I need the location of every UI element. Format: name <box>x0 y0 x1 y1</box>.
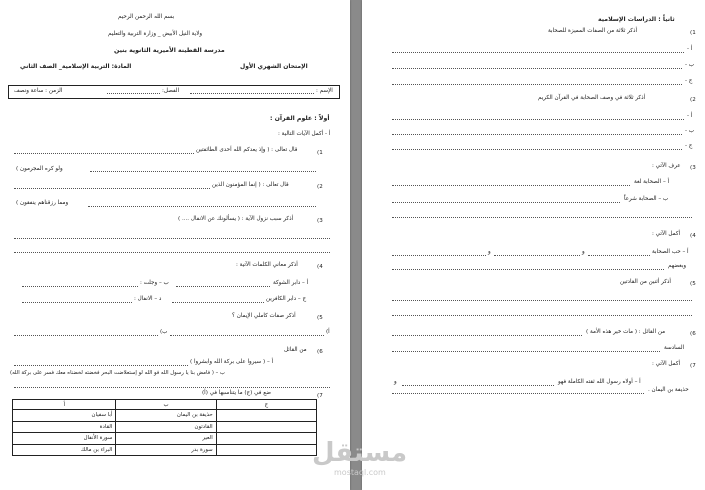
r2-b-field[interactable] <box>392 134 682 135</box>
section-title-islamic: ثانياً : الدراسات الإسلامية <box>598 16 675 23</box>
watermark-url: mostaql.com <box>334 468 386 477</box>
q1-answer-line-2[interactable] <box>90 171 316 172</box>
cell-a: القادة <box>13 421 116 433</box>
cell-a: أبا سفيان <box>13 410 116 422</box>
q7-number: 7) <box>317 393 323 399</box>
q3-answer-line[interactable] <box>14 238 330 239</box>
exam-page-left <box>0 0 350 490</box>
r4-end-field[interactable] <box>392 269 664 270</box>
q5-b-field[interactable] <box>14 335 158 336</box>
q5-number: 5) <box>317 315 323 321</box>
class-label: الفصل: <box>162 88 180 94</box>
r7-text: أكمل الآتي : <box>652 361 681 367</box>
cell-c[interactable] <box>216 410 316 422</box>
r7-and: و <box>394 379 397 385</box>
r7-end-field[interactable] <box>392 393 644 394</box>
r2-text: أذكر ثلاثة في وصف الصحابة في القرآن الكريم <box>538 95 646 101</box>
table-header-row <box>13 400 317 410</box>
q3-text: أذكر سبب نزول الآية : ( يسألونك عن الانفال .... ) <box>178 216 294 222</box>
r2-number: 2) <box>690 97 696 103</box>
r2-a-field[interactable] <box>392 119 684 120</box>
r4-end: وبغضهم <box>668 263 687 269</box>
r5-field-2[interactable] <box>392 315 692 316</box>
q2-text: قال تعالى : ( إنما المؤمنون الذين <box>212 182 289 188</box>
q5-a-field[interactable] <box>170 335 324 336</box>
q4-a: أ – دابر الشوكة <box>273 280 309 286</box>
q4-b: ب – وجلت : <box>140 280 169 286</box>
q1-end: ولو كره المجرمون ) <box>16 166 63 172</box>
matching-table <box>12 399 317 456</box>
cell-c[interactable] <box>216 421 316 433</box>
r4-a-field-3[interactable] <box>392 255 486 256</box>
q2-answer-line[interactable] <box>14 188 210 189</box>
r4-number: 4) <box>690 233 696 239</box>
r7-a: أ – أولاه رسول الله ثقته الكاملة فهو <box>558 379 641 385</box>
name-field[interactable] <box>190 93 314 94</box>
r4-text: أكمل الآتي : <box>652 231 681 237</box>
q4-number: 4) <box>317 264 323 270</box>
r2-c-label: ج - <box>685 143 693 149</box>
r3-text: عرف الآتي : <box>652 163 681 169</box>
r1-c-label: ج - <box>685 78 693 84</box>
cell-c[interactable] <box>216 433 316 445</box>
r3-b: ب – الصحابة شرعاً <box>624 196 669 202</box>
r3-a: أ – الصحابة لغة <box>634 179 670 185</box>
r2-c-field[interactable] <box>392 149 682 150</box>
q5-text: أذكر صفات كاملي الإيمان ؟ <box>232 313 296 319</box>
basmala: بسم الله الرحمن الرحيم <box>118 14 175 20</box>
r2-a-label: أ - <box>687 113 693 119</box>
q5-b-label: ب) <box>160 329 168 335</box>
r6-end-field[interactable] <box>392 351 660 352</box>
r6-end: السادسة <box>664 345 685 351</box>
r1-c-field[interactable] <box>392 84 682 85</box>
q6-b: ب – ( فامض بنا يا رسول الله فو الله لو إستعلاضت البحر فخضته لخضناه معك فسر على بركة الله) <box>10 370 225 376</box>
q1-answer-line[interactable] <box>14 153 194 154</box>
q4-b-field[interactable] <box>22 286 138 287</box>
r1-text: أذكر ثلاثة من الصفات المميزة للصحابة <box>548 28 638 34</box>
q1-text: قال تعالى : ( وإذ يعدكم الله أحدى الطائفتين <box>196 147 298 153</box>
q4-d: د – الانفال : <box>134 296 162 302</box>
cell-b: حذيفة بن اليمان <box>116 410 216 422</box>
time-label: الزمن : ساعة ونصف <box>14 88 63 94</box>
q1-number: 1) <box>317 150 323 156</box>
q6-a: أ – ( سيروا على بركة الله وابشروا ) <box>190 359 274 365</box>
exam-title: الإمتحان الشهري الأول <box>240 63 308 70</box>
cell-a: سورة الأنفال <box>13 433 116 445</box>
q7-text: ضع في (ج) ما يتناسبها في (أ) <box>202 390 271 396</box>
q2-answer-line-2[interactable] <box>88 206 316 207</box>
q6-text: من القائل <box>284 347 307 353</box>
r1-b-field[interactable] <box>392 68 682 69</box>
r4-and-1: و <box>582 249 585 255</box>
class-field[interactable] <box>107 93 160 94</box>
r4-a-field-1[interactable] <box>588 255 650 256</box>
q4-text: أذكر معاني الكلمات الآتية : <box>236 262 298 268</box>
r1-number: 1) <box>690 30 696 36</box>
q5-a-label: أ) <box>326 329 330 335</box>
r6-field[interactable] <box>392 335 582 336</box>
cell-b: القادتون <box>116 421 216 433</box>
ministry-line: ولاية النيل الأبيض _ وزارة التربية والتعليم <box>108 31 203 37</box>
r5-text: أذكر أثنين من القادتين <box>620 279 671 285</box>
section-title-quran: أولاً : علوم القرآن : <box>270 115 330 122</box>
r1-a-label: أ - <box>687 46 693 52</box>
q6-number: 6) <box>317 349 323 355</box>
q4-c: ج – دابر الكافرين <box>266 296 307 302</box>
cell-a: البراء بن مالك <box>13 444 116 456</box>
table-row <box>13 410 317 422</box>
cell-b: سورة بدر <box>116 444 216 456</box>
r1-b-label: ب - <box>685 62 695 68</box>
r5-field-1[interactable] <box>392 300 692 301</box>
r3-a-field[interactable] <box>392 185 630 186</box>
q4-d-field[interactable] <box>22 302 132 303</box>
r6-number: 6) <box>690 331 696 337</box>
table-row <box>13 433 317 445</box>
school-name: مدرسة القطينة الأميرية الثانوية بنين <box>114 47 225 54</box>
exam-page-right <box>362 0 705 490</box>
q-intro: أ - أكمل الآيات التالية : <box>278 131 331 137</box>
cell-c[interactable] <box>216 444 316 456</box>
col-header-a: أ <box>13 400 116 410</box>
subject-label: المادة: التربية الإسلامية_ الصف الثاني <box>20 63 132 70</box>
q4-a-field[interactable] <box>176 286 270 287</box>
q2-end: ومما رزقناهم ينفقون ) <box>16 200 69 206</box>
name-label: الإسم : <box>316 88 333 94</box>
q3-number: 3) <box>317 218 323 224</box>
col-header-c: ج <box>216 400 316 410</box>
col-header-b: ب <box>116 400 216 410</box>
q6-a-field[interactable] <box>14 365 188 366</box>
table-row <box>13 421 317 433</box>
cell-b: العير <box>116 433 216 445</box>
r3-b-field[interactable] <box>392 202 620 203</box>
r7-a-field[interactable] <box>402 385 554 386</box>
q2-number: 2) <box>317 184 323 190</box>
r7-end: حذيفة بن اليمان . <box>648 387 689 393</box>
r3-b-field-2[interactable] <box>392 217 692 218</box>
r3-number: 3) <box>690 165 696 171</box>
r4-a-field-2[interactable] <box>494 255 580 256</box>
r7-number: 7) <box>690 363 696 369</box>
r1-a-field[interactable] <box>392 52 684 53</box>
r5-number: 5) <box>690 281 696 287</box>
r4-and-2: و <box>488 249 491 255</box>
q4-c-field[interactable] <box>172 302 264 303</box>
r2-b-label: ب - <box>685 128 695 134</box>
watermark-logo: مستقل <box>312 438 408 468</box>
r4-a: أ – حب الصحابة <box>652 249 689 255</box>
r6-text: من القائل : ( مات خير هذه الأمة ) <box>586 329 666 335</box>
q3-answer-line-2[interactable] <box>14 252 330 253</box>
table-row <box>13 444 317 456</box>
q6-b-field[interactable] <box>14 387 330 388</box>
